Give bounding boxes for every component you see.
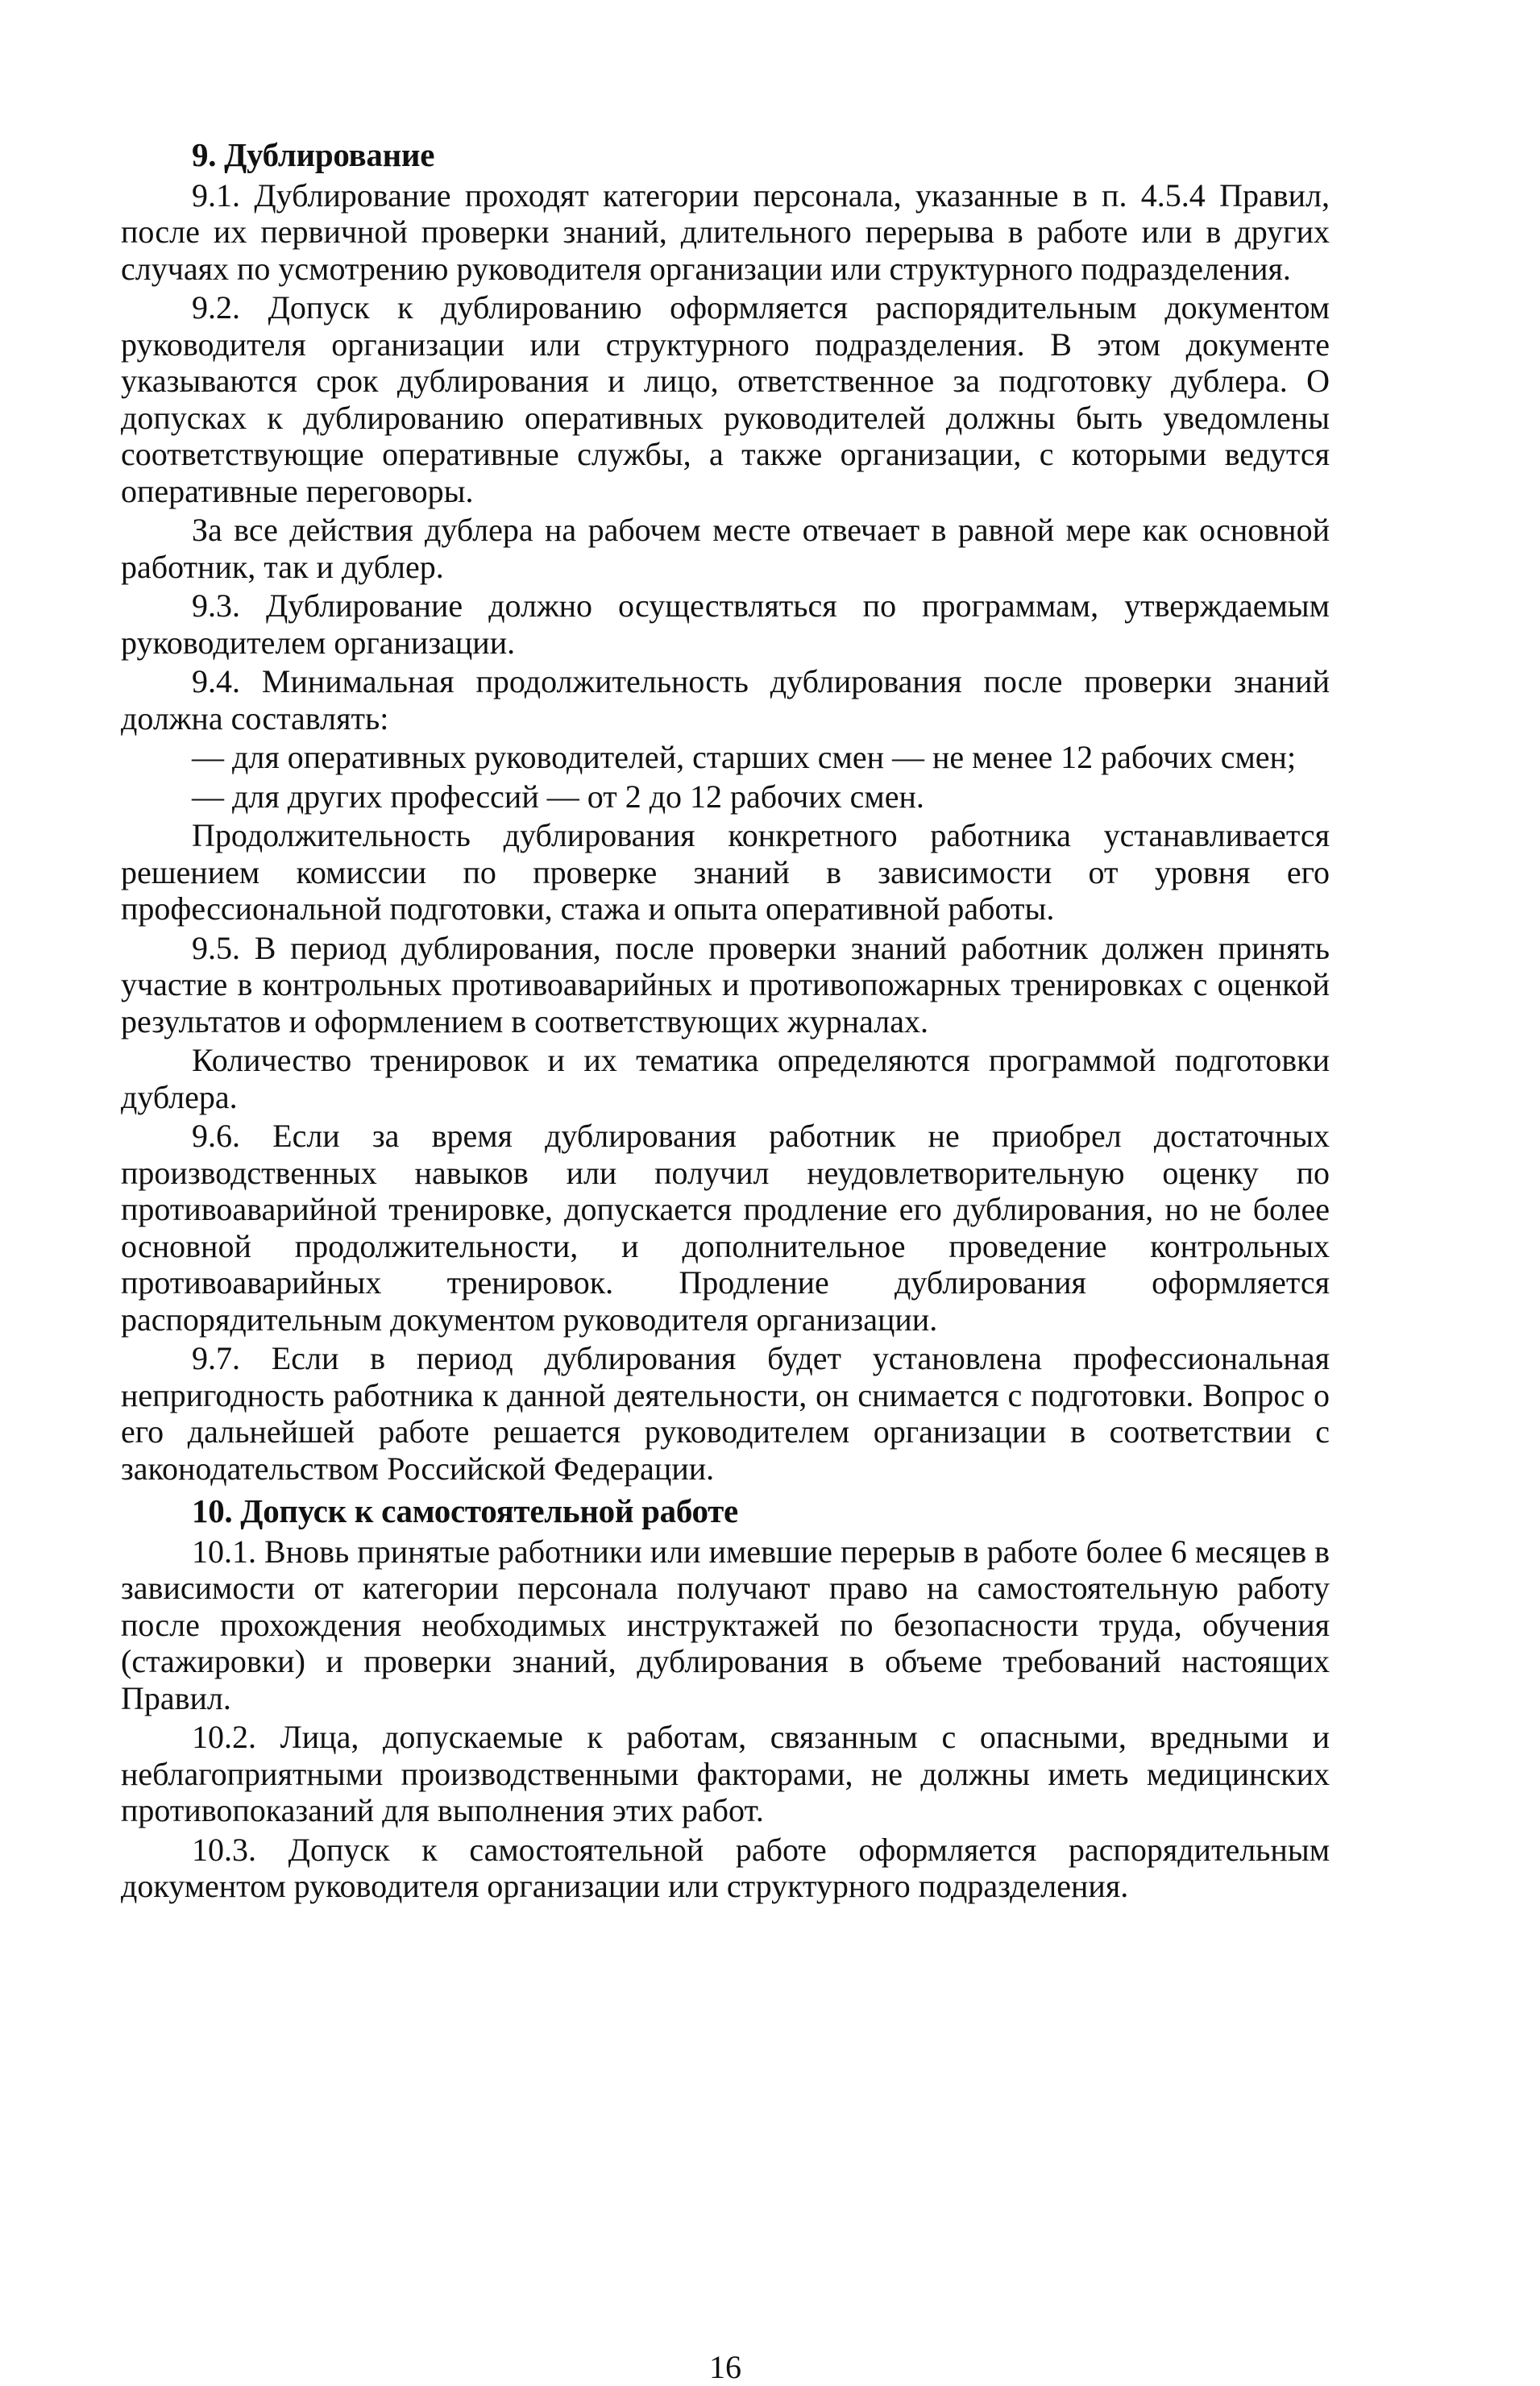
list-item-other-professions: — для других профессий — от 2 до 12 рабочих смен. xyxy=(192,778,924,815)
list-item-operative: — для оперативных руководителей, старших смен — не менее 12 рабочих смен; xyxy=(192,739,1297,775)
document-page xyxy=(121,136,1330,2385)
section-10-title: 10. Допуск к самостоятельной работе xyxy=(192,1492,738,1529)
section-9-title: 9. Дублирование xyxy=(192,136,435,173)
paragraph-10-2: 10.2. Лица, допускаемые к работам, связанным с опасными, вредными и неблагоприятными производственными факторами, не должны иметь медицинских противопоказаний для выполнения этих работ. xyxy=(121,1719,1330,1828)
paragraph-9-4: 9.4. Минимальная продолжительность дублирования после проверки знаний должна составлять: xyxy=(121,663,1330,737)
paragraph-10-1: 10.1. Вновь принятые работники или имевшие перерыв в работе более 6 месяцев в зависимости от категории персонала получают право на самостоятельную работу после прохождения необходимых инструктажей по безопасности труда, обучения (стажировки) и проверки знаний, дублирования в объеме требований настоящих Правил. xyxy=(121,1533,1330,1716)
paragraph-9-5-note: Количество тренировок и их тематика определяются программой подготовки дублера. xyxy=(121,1042,1330,1115)
paragraph-9-7: 9.7. Если в период дублирования будет установлена профессиональная непригодность работника к данной деятельности, он снимается с подготовки. Вопрос о его дальнейшей работе решается руководителем организации в соответствии с законодательством Российской Федерации. xyxy=(121,1340,1330,1487)
paragraph-9-2: 9.2. Допуск к дублированию оформляется распорядительным документом руководителя организации или структурного подразделения. В этом документе указываются срок дублирования и лицо, ответственное за подготовку дублера. О допусках к дублированию оперативных руководителей должны быть уведомлены соответствующие оперативные службы, а также организации, с которыми ведутся оперативные переговоры. xyxy=(121,289,1330,509)
page-number: 16 xyxy=(709,2349,741,2385)
paragraph-9-3: 9.3. Дублирование должно осуществляться по программам, утверждаемым руководителем организации. xyxy=(121,587,1330,661)
paragraph-9-2-note: За все действия дублера на рабочем месте отвечает в равной мере как основной работник, так и дублер. xyxy=(121,512,1330,585)
paragraph-9-5: 9.5. В период дублирования, после проверки знаний работник должен принять участие в контрольных противоаварийных и противопожарных тренировках с оценкой результатов и оформлением в соответствующих журналах. xyxy=(121,929,1330,1039)
paragraph-9-4-duration: Продолжительность дублирования конкретного работника устанавливается решением комиссии по проверке знаний в зависимости от уровня его профессиональной подготовки, стажа и опыта оперативной работы. xyxy=(121,817,1330,927)
paragraph-10-3: 10.3. Допуск к самостоятельной работе оформляется распорядительным документом руководителя организации или структурного подразделения. xyxy=(121,1831,1330,1904)
paragraph-9-6: 9.6. Если за время дублирования работник не приобрел достаточных производственных навыков или получил неудовлетворительную оценку по противоаварийной тренировке, допускается продление его дублирования, но не более основной продолжительности, и дополнительное проведение контрольных противоаварийных тренировок. Продление дублирования оформляется распорядительным документом руководителя организации. xyxy=(121,1118,1330,1338)
paragraph-9-1: 9.1. Дублирование проходят категории персонала, указанные в п. 4.5.4 Правил, после их первичной проверки знаний, длительного перерыва в работе или в других случаях по усмотрению руководителя организации или структурного подразделения. xyxy=(121,176,1330,287)
